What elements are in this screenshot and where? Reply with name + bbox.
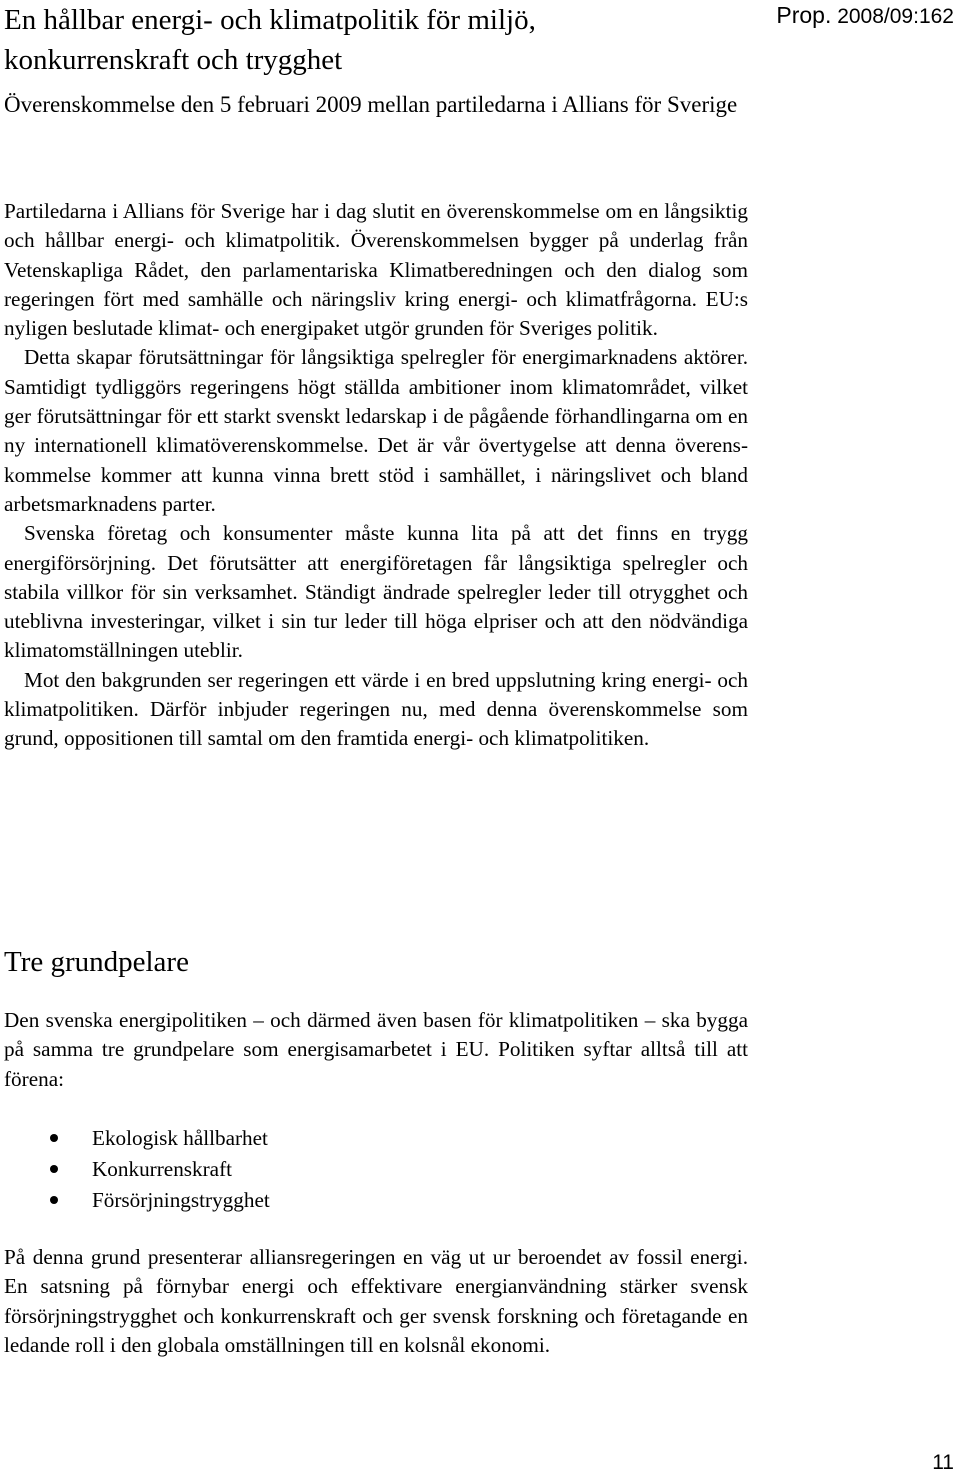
intro-paragraph-3: Svenska företag och konsumenter måste kunna lita på att det finns en trygg energiförsörjning. Det förutsätter att energiföretagen får långsiktiga spelregler och stabila villkor för sin verksamhet. Ständigt ändrade spelregler leder till otrygghet och uteblivna investeringar, vilket i sin tur leder till höga elpriser och att den nödvändiga klimatomställningen uteblir. (4, 521, 748, 663)
agreement-subtitle: Överenskommelse den 5 februari 2009 mellan partiledarna i Allians för Sverige (4, 92, 738, 117)
section-conclusion (4, 1243, 748, 1360)
list-item-label: Försörjningstrygghet (92, 1188, 270, 1212)
page-number: 11 (932, 1451, 954, 1474)
intro-paragraph-2: Detta skapar förutsättningar för långsiktiga spelregler för energimarknadens aktörer. Samtidigt tydliggörs regeringens högt ställda ambitioner inom klimatområdet, vilket ger förutsättningar för ett starkt svenskt ledarskap i de pågående förhandlingarna om en ny internationell klimatöverenskommelse. Det är vår övertygelse att denna överenskommelse kommer att kunna vinna brett stöd i samhället, i näringslivet och bland arbetsmarknadens parter. (4, 345, 748, 516)
bullet-icon (50, 1165, 58, 1173)
intro-paragraph-4: Mot den bakgrunden ser regeringen ett värde i en bred uppslutning kring energi- och klimatpolitiken. Därför inbjuder regeringen nu, med denna överenskommelse som grund, oppositionen till samtal om den framtida energi- och klimatpolitiken. (4, 667, 748, 751)
list-item-label: Ekologisk hållbarhet (92, 1126, 268, 1150)
section-paragraph-2: På denna grund presenterar alliansregeringen en väg ut ur beroendet av fossil energi. En satsning på förnybar energi och effektivare energianvändning stärker svensk försörjningstrygghet och konkurrenskraft och ger svensk forskning och företagande en ledande roll i den globala omställningen till en kolsnål ekonomi. (4, 1245, 748, 1357)
section-intro (4, 1006, 748, 1094)
document-title: En hållbar energi- och klimatpolitik för miljö, konkurrenskraft och trygghet (4, 4, 536, 76)
list-item (4, 1185, 748, 1216)
section-heading: Tre grundpelare (4, 946, 189, 978)
list-item-label: Konkurrenskraft (92, 1157, 233, 1181)
bullet-icon (50, 1196, 58, 1204)
proposition-reference (776, 2, 954, 30)
prop-number: 2008/09:162 (837, 5, 954, 28)
section-paragraph-1: Den svenska energipolitiken – och därmed även basen för klimatpolitiken – ska bygga på samma tre grundpelare som energisamarbetet i EU. Politiken syftar alltså till att förena: (4, 1008, 748, 1091)
bullet-icon (50, 1134, 58, 1142)
list-item (4, 1123, 748, 1154)
prop-label: Prop. (776, 2, 832, 28)
intro-section (4, 197, 748, 754)
list-item (4, 1154, 748, 1185)
pillar-list (4, 1123, 748, 1216)
intro-paragraph-1: Partiledarna i Allians för Sverige har i dag slutit en överenskommelse om en långsiktig och hållbar energi- och klimatpolitik. Överenskommelsen bygger på underlag från Vetenskapliga Rådet, den parlamentariska Klimatberedningen och den dialog som regeringen fört med samhälle och näringsliv kring energi- och klimatfrågorna. EU:s nyligen beslutade klimat- och energipaket utgör grunden för Sveriges politik. (4, 199, 748, 341)
